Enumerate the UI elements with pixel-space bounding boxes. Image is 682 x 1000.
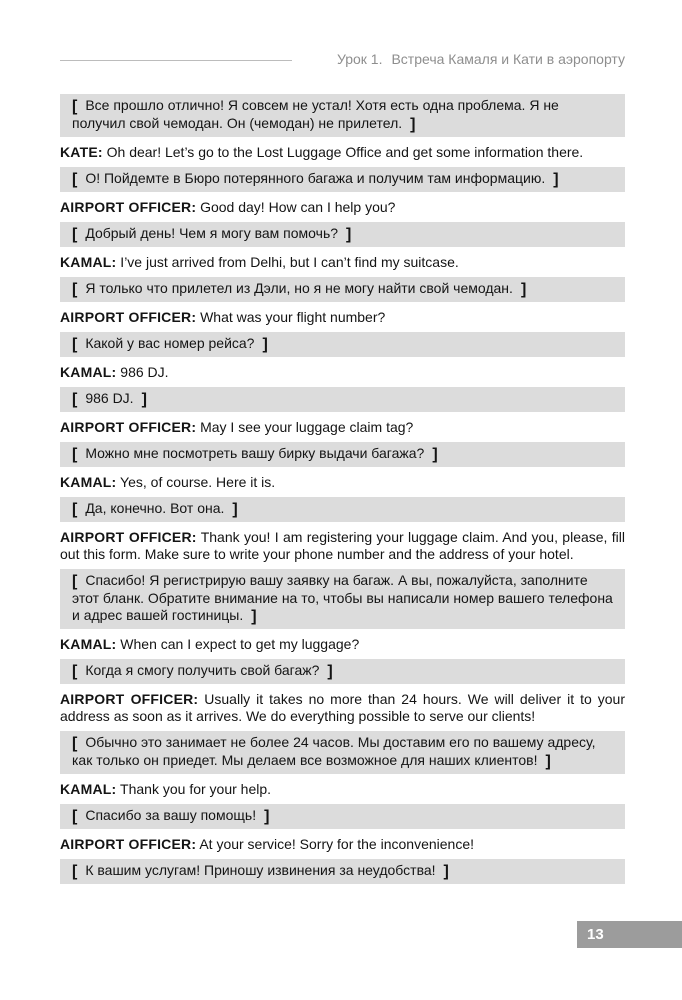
bracket-open: [ bbox=[72, 391, 78, 408]
bracket-close: ] bbox=[141, 391, 147, 408]
speaker-name: AIRPORT OFFICER: bbox=[60, 836, 197, 852]
translation-text: Можно мне посмотреть вашу бирку выдачи багажа? bbox=[85, 445, 425, 461]
translation-text: Да, конечно. Вот она. bbox=[85, 500, 225, 516]
bracket-open: [ bbox=[72, 281, 78, 298]
speech-line: KAMAL: 986 DJ. bbox=[60, 364, 169, 380]
speech-line: AIRPORT OFFICER: Thank you! I am registering your luggage claim. And you, please, fill out this form. Make sure to write your phone number and the address of your hotel. bbox=[60, 529, 625, 562]
translation-box bbox=[60, 659, 625, 684]
translation-text: Спасибо! Я регистрирую вашу заявку на багаж. А вы, пожалуйста, заполните этот бланк. Обратите внимание на то, чтобы вы написали номер вашего телефона и адрес вашей гостиницы. bbox=[72, 572, 613, 623]
translation-text: К вашим услугам! Приношу извинения за неудобства! bbox=[85, 862, 436, 878]
speaker-name: KATE: bbox=[60, 144, 103, 160]
translation-box bbox=[60, 569, 625, 629]
speaker-name: KAMAL: bbox=[60, 781, 117, 797]
bracket-close: ] bbox=[520, 281, 527, 298]
translation-box bbox=[60, 497, 625, 522]
translation-text: Спасибо за вашу помощь! bbox=[85, 807, 257, 823]
header-rule bbox=[60, 60, 292, 61]
speaker-name: KAMAL: bbox=[60, 636, 117, 652]
speaker-name: AIRPORT OFFICER: bbox=[60, 691, 199, 707]
bracket-open: [ bbox=[72, 446, 78, 463]
speech-line: AIRPORT OFFICER: What was your flight number? bbox=[60, 309, 386, 325]
translation-box bbox=[60, 332, 625, 357]
speech-line: KAMAL: Thank you for your help. bbox=[60, 781, 272, 797]
translation-text: Когда я смогу получить свой багаж? bbox=[85, 662, 320, 678]
translation-box bbox=[60, 167, 625, 192]
bracket-open: [ bbox=[72, 863, 78, 880]
bracket-close: ] bbox=[545, 753, 551, 770]
speech-line: KAMAL: Yes, of course. Here it is. bbox=[60, 474, 276, 490]
speaker-name: KAMAL: bbox=[60, 254, 117, 270]
speech-line: KAMAL: When can I expect to get my luggage? bbox=[60, 636, 360, 652]
bracket-open: [ bbox=[72, 808, 78, 825]
translation-box bbox=[60, 277, 625, 302]
translation-text: Добрый день! Чем я могу вам помочь? bbox=[85, 225, 339, 241]
bracket-open: [ bbox=[72, 663, 78, 680]
bracket-open: [ bbox=[72, 171, 78, 188]
bracket-open: [ bbox=[72, 501, 78, 518]
speaker-name: KAMAL: bbox=[60, 474, 117, 490]
translation-box bbox=[60, 859, 625, 884]
speaker-name: AIRPORT OFFICER: bbox=[60, 529, 197, 545]
speech-line: KAMAL: I’ve just arrived from Delhi, but I can’t find my suitcase. bbox=[60, 254, 459, 270]
translation-box bbox=[60, 94, 625, 137]
speech-line: KATE: Oh dear! Let’s go to the Lost Luggage Office and get some information there. bbox=[60, 144, 584, 160]
speech-line: AIRPORT OFFICER: At your service! Sorry for the inconvenience! bbox=[60, 836, 475, 852]
bracket-open: [ bbox=[72, 573, 78, 590]
translation-box bbox=[60, 442, 625, 467]
speaker-name: AIRPORT OFFICER: bbox=[60, 309, 197, 325]
translation-box bbox=[60, 804, 625, 829]
bracket-close: ] bbox=[410, 116, 416, 133]
translation-text: Я только что прилетел из Дэли, но я не могу найти свой чемодан. bbox=[85, 280, 513, 296]
bracket-close: ] bbox=[232, 501, 238, 518]
bracket-close: ] bbox=[553, 171, 559, 188]
translation-box bbox=[60, 731, 625, 774]
speaker-name: KAMAL: bbox=[60, 364, 117, 380]
translation-text: Все прошло отлично! Я совсем не устал! Хотя есть одна проблема. Я не получил свой чемодан. Он (чемодан) не прилетел. bbox=[72, 97, 559, 131]
dialogue bbox=[60, 94, 625, 884]
header-text bbox=[337, 51, 625, 67]
speech-line: AIRPORT OFFICER: Good day! How can I help you? bbox=[60, 199, 396, 215]
translation-box bbox=[60, 387, 625, 412]
bracket-close: ] bbox=[262, 336, 268, 353]
translation-text: Какой у вас номер рейса? bbox=[85, 335, 255, 351]
bracket-close: ] bbox=[327, 663, 333, 680]
page-number: 13 bbox=[587, 926, 604, 943]
bracket-close: ] bbox=[251, 608, 257, 625]
lesson-title: Встреча Камаля и Кати в аэропорту bbox=[391, 51, 625, 67]
speech-line: AIRPORT OFFICER: Usually it takes no more than 24 hours. We will deliver it to your address as soon as it arrives. We do everything possible to serve our clients! bbox=[60, 691, 625, 724]
translation-text: О! Пойдемте в Бюро потерянного багажа и получим там информацию. bbox=[85, 170, 546, 186]
speaker-name: AIRPORT OFFICER: bbox=[60, 199, 197, 215]
translation-text: 986 DJ. bbox=[85, 390, 134, 406]
bracket-open: [ bbox=[72, 336, 78, 353]
page-number-badge bbox=[577, 921, 682, 948]
speech-line: AIRPORT OFFICER: May I see your luggage claim tag? bbox=[60, 419, 414, 435]
translation-box bbox=[60, 222, 625, 247]
bracket-close: ] bbox=[346, 226, 352, 243]
translation-text: Обычно это занимает не более 24 часов. Мы доставим его по вашему адресу, как только он приедет. Мы делаем все возможное для наших клиентов! bbox=[72, 734, 596, 768]
page-header bbox=[60, 50, 625, 68]
bracket-open: [ bbox=[72, 98, 78, 115]
bracket-close: ] bbox=[432, 446, 438, 463]
bracket-open: [ bbox=[72, 735, 78, 752]
bracket-close: ] bbox=[264, 808, 270, 825]
lesson-number: Урок 1. bbox=[336, 51, 383, 67]
bracket-open: [ bbox=[72, 226, 78, 243]
speaker-name: AIRPORT OFFICER: bbox=[60, 419, 197, 435]
bracket-close: ] bbox=[443, 863, 449, 880]
